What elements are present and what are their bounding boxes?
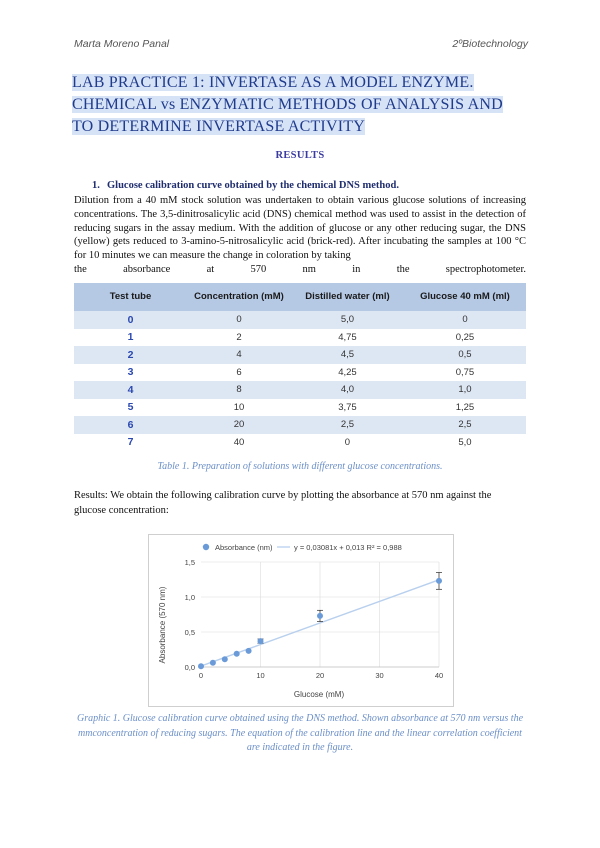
table-cell: 5,0: [404, 434, 526, 452]
table-cell: 8: [187, 381, 291, 399]
legend-label-points: Absorbance (nm): [215, 543, 273, 552]
data-point: [258, 638, 264, 644]
table-header: Glucose 40 mM (ml): [404, 283, 526, 311]
table-cell: 2: [187, 329, 291, 347]
table-cell: 1: [74, 329, 187, 347]
table-cell: 0: [74, 311, 187, 329]
results-heading: RESULTS: [275, 150, 325, 161]
data-point: [234, 651, 240, 657]
calibration-chart: [148, 534, 454, 707]
document-title: [72, 72, 527, 138]
section-title: Glucose calibration curve obtained by the chemical DNS method.: [107, 180, 399, 191]
results-paragraph: Results: We obtain the following calibration curve by plotting the absorbance at 570 nm against the glucose concentration:: [74, 490, 492, 516]
title-line: LAB PRACTICE 1: INVERTASE AS A MODEL ENZYME.: [72, 74, 474, 91]
data-point: [198, 663, 204, 669]
dilution-table: [74, 283, 526, 451]
table-cell: 7: [74, 434, 187, 452]
table-cell: 5,0: [291, 311, 404, 329]
table-cell: 4: [74, 381, 187, 399]
header-author: Marta Moreno Panal: [74, 38, 170, 50]
title-line: CHEMICAL vs ENZYMATIC METHODS OF ANALYSIS AND: [72, 96, 503, 113]
intro-last-line: the absorbance at 570 nm in the spectrophotometer.: [74, 263, 526, 275]
table-cell: 3: [74, 364, 187, 382]
data-point: [436, 578, 442, 584]
chart-xlabel: Glucose (mM): [293, 690, 345, 699]
chart-svg: [149, 535, 453, 706]
y-tick-label: 1,0: [184, 593, 195, 602]
x-tick-label: 40: [434, 671, 444, 680]
table-row: [74, 416, 526, 434]
table-cell: 4,5: [291, 346, 404, 364]
table-header-row: [74, 283, 526, 311]
section-heading: [92, 180, 399, 191]
legend-label-trendline: y = 0,03081x + 0,013 R² = 0,988: [294, 543, 402, 552]
section-number: 1.: [92, 180, 100, 191]
data-point: [222, 656, 228, 662]
table-cell: 3,75: [291, 399, 404, 417]
header-course: 2ºBiotechnology: [452, 38, 528, 50]
table-row: [74, 399, 526, 417]
table-cell: 6: [74, 416, 187, 434]
chart-legend: [203, 543, 402, 552]
table-header: Test tube: [74, 283, 187, 311]
table-header: Distilled water (ml): [291, 283, 404, 311]
table-row: [74, 329, 526, 347]
table-cell: 2,5: [404, 416, 526, 434]
graphic-caption: Graphic 1. Glucose calibration curve obtained using the DNS method. Shown absorbance at 570 nm versus the mmconcentration of reducing sugars. The equation of the calibration line and the linear correlation coefficient are indicated in the figure.: [76, 713, 524, 753]
table-cell: 2,5: [291, 416, 404, 434]
y-tick-label: 0,0: [184, 663, 195, 672]
data-point: [317, 613, 323, 619]
intro-text: Dilution from a 40 mM stock solution was undertaken to obtain various glucose solutions of increasing concentrations. The 3,5-dinitrosalicylic acid (DNS) chemical method was used to assist in the detection of reducing sugars in the assay medium. With the addition of glucose or any other reducing sugar, the DNS (yellow) gets reduced to 3-amino-5-nitrosalicylic acid (brick-red). After incubating the samples at 100 °C for 10 minutes we can measure the change in coloration by taking: [74, 195, 526, 262]
table-cell: 6: [187, 364, 291, 382]
legend-marker-points: [203, 544, 209, 550]
table-cell: 4,25: [291, 364, 404, 382]
x-tick-label: 20: [315, 671, 325, 680]
table-cell: 2: [74, 346, 187, 364]
table-cell: 0: [187, 311, 291, 329]
table-cell: 0,75: [404, 364, 526, 382]
table-header: Concentration (mM): [187, 283, 291, 311]
chart-ylabel: Absorbance (570 nm): [158, 586, 167, 664]
table-row: [74, 381, 526, 399]
x-tick-label: 10: [256, 671, 265, 680]
table-cell: 40: [187, 434, 291, 452]
table-cell: 4: [187, 346, 291, 364]
table-cell: 10: [187, 399, 291, 417]
table-cell: 0: [404, 311, 526, 329]
table-row: [74, 346, 526, 364]
title-line: TO DETERMINE INVERTASE ACTIVITY: [72, 118, 365, 135]
data-point: [210, 660, 216, 666]
table-cell: 20: [187, 416, 291, 434]
table-row: [74, 434, 526, 452]
table-cell: 1,25: [404, 399, 526, 417]
table-cell: 0,25: [404, 329, 526, 347]
table-cell: 0: [291, 434, 404, 452]
table-cell: 4,75: [291, 329, 404, 347]
table-caption: Table 1. Preparation of solutions with different glucose concentrations.: [157, 461, 443, 472]
data-point: [246, 648, 252, 654]
x-tick-label: 30: [375, 671, 384, 680]
table-cell: 1,0: [404, 381, 526, 399]
table-row: [74, 311, 526, 329]
table-cell: 0,5: [404, 346, 526, 364]
table-cell: 4,0: [291, 381, 404, 399]
table-cell: 5: [74, 399, 187, 417]
y-tick-label: 1,5: [184, 558, 195, 567]
table-row: [74, 364, 526, 382]
x-tick-label: 0: [198, 671, 204, 680]
intro-paragraph: [74, 194, 526, 277]
y-tick-label: 0,5: [184, 628, 195, 637]
